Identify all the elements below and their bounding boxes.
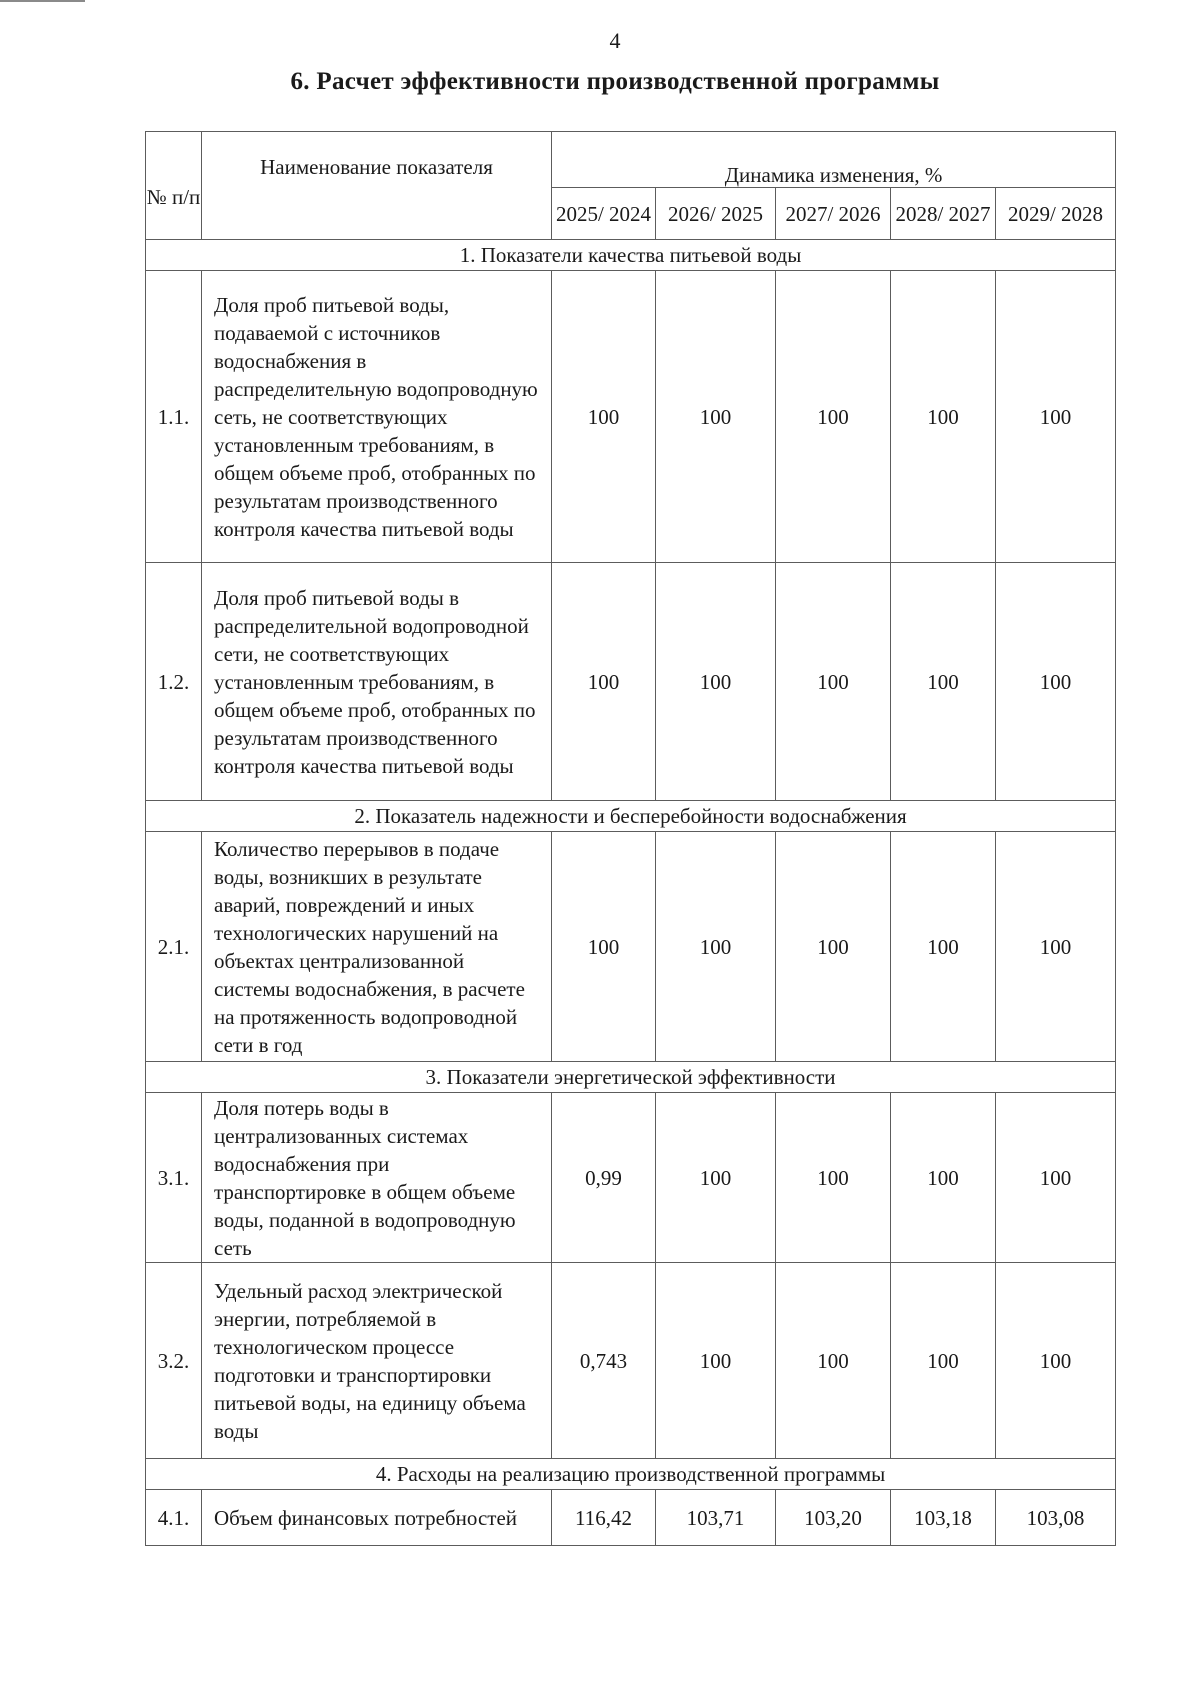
row-value: 100	[656, 271, 776, 563]
row-value: 103,20	[776, 1490, 891, 1546]
row-number: 3.2.	[146, 1263, 202, 1459]
row-indicator-name: Объем финансовых потребностей	[202, 1490, 552, 1546]
row-number: 1.2.	[146, 563, 202, 801]
row-value: 0,99	[552, 1093, 656, 1263]
row-value: 100	[891, 271, 996, 563]
table-row	[146, 1263, 1116, 1459]
row-value: 100	[891, 1263, 996, 1459]
page-number: 4	[609, 28, 621, 53]
row-indicator-name: Количество перерывов в подаче воды, возникших в результате аварий, повреждений и иных технологических нарушений на объектах централизованной системы водоснабжения, в расчете на протяженность водопроводной сети в год	[202, 832, 552, 1062]
row-value: 100	[891, 1093, 996, 1263]
row-value: 100	[996, 271, 1116, 563]
row-value: 100	[776, 1093, 891, 1263]
row-value: 100	[656, 563, 776, 801]
row-indicator-name: Удельный расход электрической энергии, потребляемой в технологическом процессе подготовки и транспортировки питьевой воды, на единицу объема воды	[202, 1263, 552, 1459]
section-header-row	[146, 1459, 1116, 1490]
row-value: 100	[776, 271, 891, 563]
row-value: 100	[776, 1263, 891, 1459]
row-value: 103,08	[996, 1490, 1116, 1546]
row-value: 0,743	[552, 1263, 656, 1459]
section-header-row	[146, 801, 1116, 832]
row-value: 100	[776, 563, 891, 801]
row-number: 4.1.	[146, 1490, 202, 1546]
table-header-row-1	[146, 132, 1116, 188]
section-header-row	[146, 1062, 1116, 1093]
header-dynamics: Динамика изменения, %	[552, 132, 1116, 188]
row-indicator-name: Доля потерь воды в централизованных системах водоснабжения при транспортировке в общем объеме воды, поданной в водопроводную сеть	[202, 1093, 552, 1263]
row-value: 100	[552, 563, 656, 801]
table-row	[146, 271, 1116, 563]
section-title: 1. Показатели качества питьевой воды	[146, 240, 1116, 271]
row-number: 3.1.	[146, 1093, 202, 1263]
row-value: 100	[996, 832, 1116, 1062]
header-num: № п/п	[146, 132, 202, 240]
section-title: 3. Показатели энергетической эффективности	[146, 1062, 1116, 1093]
table-row	[146, 832, 1116, 1062]
table-row	[146, 1490, 1116, 1546]
row-value: 100	[891, 563, 996, 801]
efficiency-table	[145, 131, 1116, 1546]
section-title: 2. Показатель надежности и бесперебойности водоснабжения	[146, 801, 1116, 832]
row-number: 1.1.	[146, 271, 202, 563]
scan-corner-mark	[0, 0, 85, 2]
table-row	[146, 563, 1116, 801]
row-indicator-name: Доля проб питьевой воды, подаваемой с источников водоснабжения в распределительную водопроводную сеть, не соответствующих установленным требованиям, в общем объеме проб, отобранных по результатам производственного контроля качества питьевой воды	[202, 271, 552, 563]
page-title: 6. Расчет эффективности производственной программы	[290, 68, 940, 95]
header-year-2: 2026/ 2025	[656, 188, 776, 240]
row-value: 103,18	[891, 1490, 996, 1546]
header-year-3: 2027/ 2026	[776, 188, 891, 240]
row-indicator-name: Доля проб питьевой воды в распределительной водопроводной сети, не соответствующих установленным требованиям, в общем объеме проб, отобранных по результатам производственного контроля качества питьевой воды	[202, 563, 552, 801]
row-value: 100	[776, 832, 891, 1062]
header-year-4: 2028/ 2027	[891, 188, 996, 240]
table-row	[146, 1093, 1116, 1263]
row-value: 100	[656, 1093, 776, 1263]
row-value: 116,42	[552, 1490, 656, 1546]
row-number: 2.1.	[146, 832, 202, 1062]
section-title: 4. Расходы на реализацию производственной программы	[146, 1459, 1116, 1490]
row-value: 100	[656, 1263, 776, 1459]
header-year-1: 2025/ 2024	[552, 188, 656, 240]
row-value: 100	[891, 832, 996, 1062]
header-year-5: 2029/ 2028	[996, 188, 1116, 240]
row-value: 100	[656, 832, 776, 1062]
row-value: 100	[552, 271, 656, 563]
row-value: 100	[996, 1093, 1116, 1263]
row-value: 103,71	[656, 1490, 776, 1546]
row-value: 100	[996, 563, 1116, 801]
row-value: 100	[996, 1263, 1116, 1459]
row-value: 100	[552, 832, 656, 1062]
header-name: Наименование показателя	[202, 132, 552, 240]
section-header-row	[146, 240, 1116, 271]
